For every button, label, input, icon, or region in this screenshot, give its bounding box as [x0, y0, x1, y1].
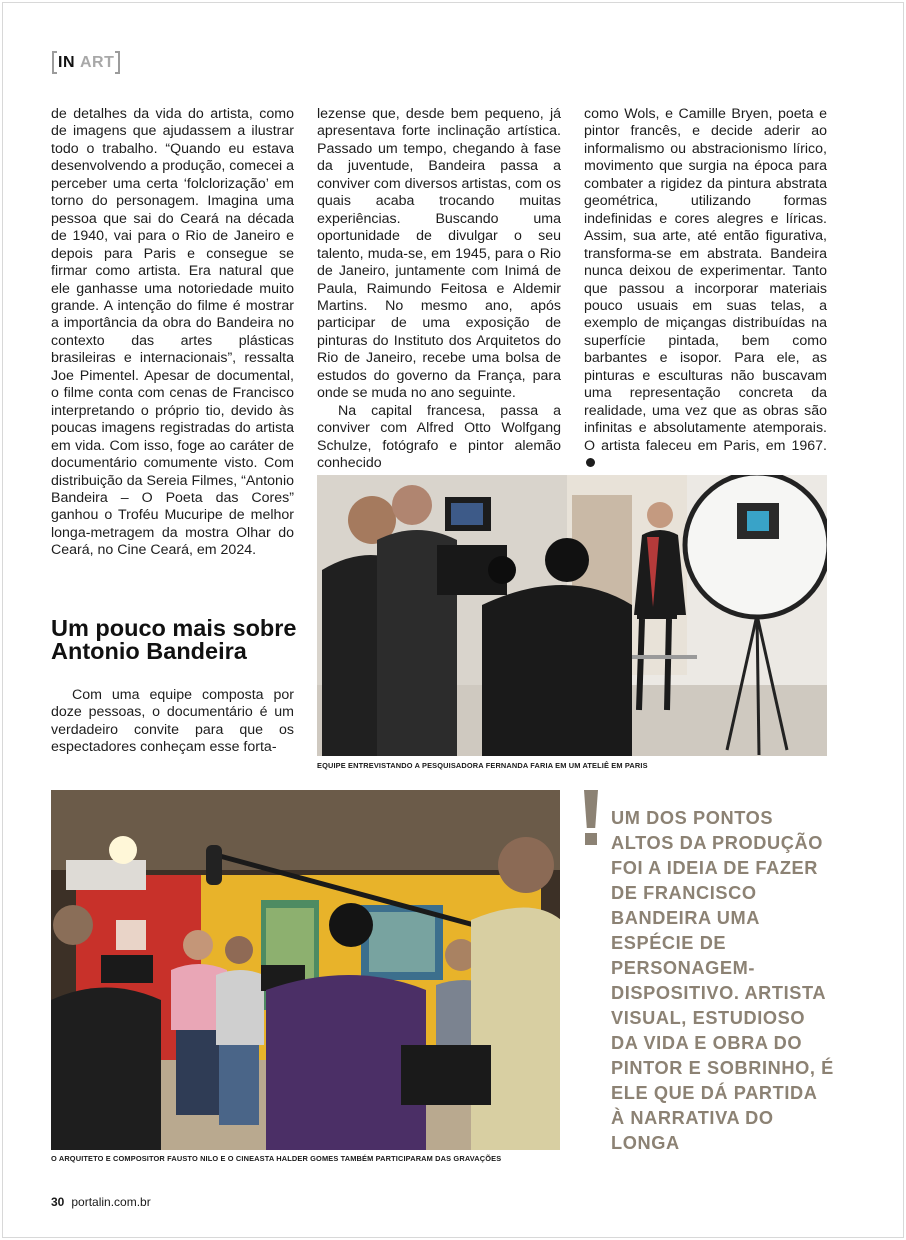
- section-tag: [52, 51, 120, 74]
- end-of-article-icon: [586, 458, 595, 467]
- exclamation-icon: [584, 790, 598, 845]
- interview-photo-illustration: [317, 475, 827, 756]
- column-3-paragraph-1: [584, 106, 827, 473]
- page-number: 30: [51, 1195, 65, 1209]
- bracket-right: [115, 51, 120, 74]
- column-3: [584, 106, 827, 473]
- column-1-after-subhead: [51, 687, 294, 757]
- photo-interview-atelier: [317, 475, 827, 756]
- pull-quote: UM DOS PONTOS ALTOS DA PRODUÇÃO FOI A IDEIA DE FAZER DE FRANCISCO BANDEIRA UMA ESPÉCIE DE PERSONAGEM-DISPOSITIVO. ARTISTA VISUAL, ESTUDIOSO DA VIDA E OBRA DO PINTOR E SOBRINHO, É ELE QUE DÁ PARTIDA À NARRATIVA DO LONGA: [611, 808, 834, 1153]
- column-2-paragraph-1: lezense que, desde bem pequeno, já apresentava forte inclinação artística. Passado um tempo, chegando à fase da juventude, Bandeira passa a conviver com diversos artistas, com os quais acaba trocando muitas experiências. Buscando uma oportunidade de divulgar o seu talento, muda-se, em 1945, para o Rio de Janeiro, juntamente com Inimá de Paula, Raimundo Feitosa e Aldemir Martins. No mesmo ano, após participar de uma exposição de pinturas do Instituto dos Arquitetos do Rio de Janeiro, recebe uma bolsa de estudos do governo da França, para onde se muda no ano seguinte.: [317, 106, 561, 402]
- bracket-left: [52, 51, 57, 74]
- subheading: Um pouco mais sobre Antonio Bandeira: [51, 615, 297, 664]
- section-label-art: ART: [80, 53, 115, 71]
- page-footer: [51, 1195, 151, 1209]
- photo-gallery-recording: [51, 790, 560, 1150]
- column-3-text: como Wols, e Camille Bryen, poeta e pintor francês, e decide aderir ao informalismo ou abstracionismo lírico, movimento que surgia na época para combater a rigidez da pintura abstrata geométrica, utilizando formas indefinidas e cores alegres e líricas. Assim, sua arte, até então figurativa, transforma-se em abstrata. Bandeira nunca deixou de experimentar. Tanto que passou a incorporar materiais pouco usuais em suas telas, a exemplo de miçangas distribuídas na superfície pintada, bem como barbantes e isopor. Para ele, as pinturas e esculturas não buscavam uma representação concreta da realidade, uma vez que as obras são infinitas e absolutamente atemporais. O artista faleceu em Paris, em 1967.: [584, 106, 827, 454]
- exclamation-dot: [585, 833, 597, 845]
- column-2: [317, 106, 561, 473]
- column-2-paragraph-2: Na capital francesa, passa a conviver com Alfred Otto Wolfgang Schulze, fotógrafo e pintor alemão conhecido: [317, 402, 561, 472]
- site-url: portalin.com.br: [71, 1195, 151, 1209]
- column-1: [51, 106, 294, 560]
- exclamation-bar: [584, 790, 598, 828]
- photo-2-caption: O ARQUITETO E COMPOSITOR FAUSTO NILO E O CINEASTA HALDER GOMES TAMBÉM PARTICIPARAM DAS GRAVAÇÕES: [51, 1154, 502, 1163]
- photo-1-caption: EQUIPE ENTREVISTANDO A PESQUISADORA FERNANDA FARIA EM UM ATELIÊ EM PARIS: [317, 761, 648, 770]
- column-1-paragraph-1: de detalhes da vida do artista, como de imagens que ajudassem a ilustrar todo o trabalho. “Quando eu estava desenvolvendo a produção, comecei a perceber uma certa ‘folclorização’ em torno do personagem. Imagina uma pessoa que sai do Ceará na década de 1940, vai para o Rio de Janeiro e depois para Paris e consegue se firmar como artista. Era natural que ele ganhasse uma notoriedade muito grande. A intenção do filme é mostrar a importância da obra do Bandeira no contexto das artes plásticas brasileiras e internacionais”, ressalta Joe Pimentel. Apesar de documental, o filme conta com cenas de Francisco interpretando o próprio tio, devido às poucas imagens registradas do artista em vida. Com isso, foge ao caráter de documentário comumente visto. Com distribuição da Sereia Filmes, “Antonio Bandeira – O Poeta das Cores” ganhou o Troféu Mucuripe de melhor longa-metragem da mostra Olhar do Ceará, no Cine Ceará, em 2024.: [51, 106, 294, 559]
- gallery-photo-illustration: [51, 790, 560, 1150]
- column-1-paragraph-2: Com uma equipe composta por doze pessoas, o documentário é um verdadeiro convite para que os espectadores conheçam esse forta-: [51, 687, 294, 756]
- section-label-in: IN: [58, 53, 75, 71]
